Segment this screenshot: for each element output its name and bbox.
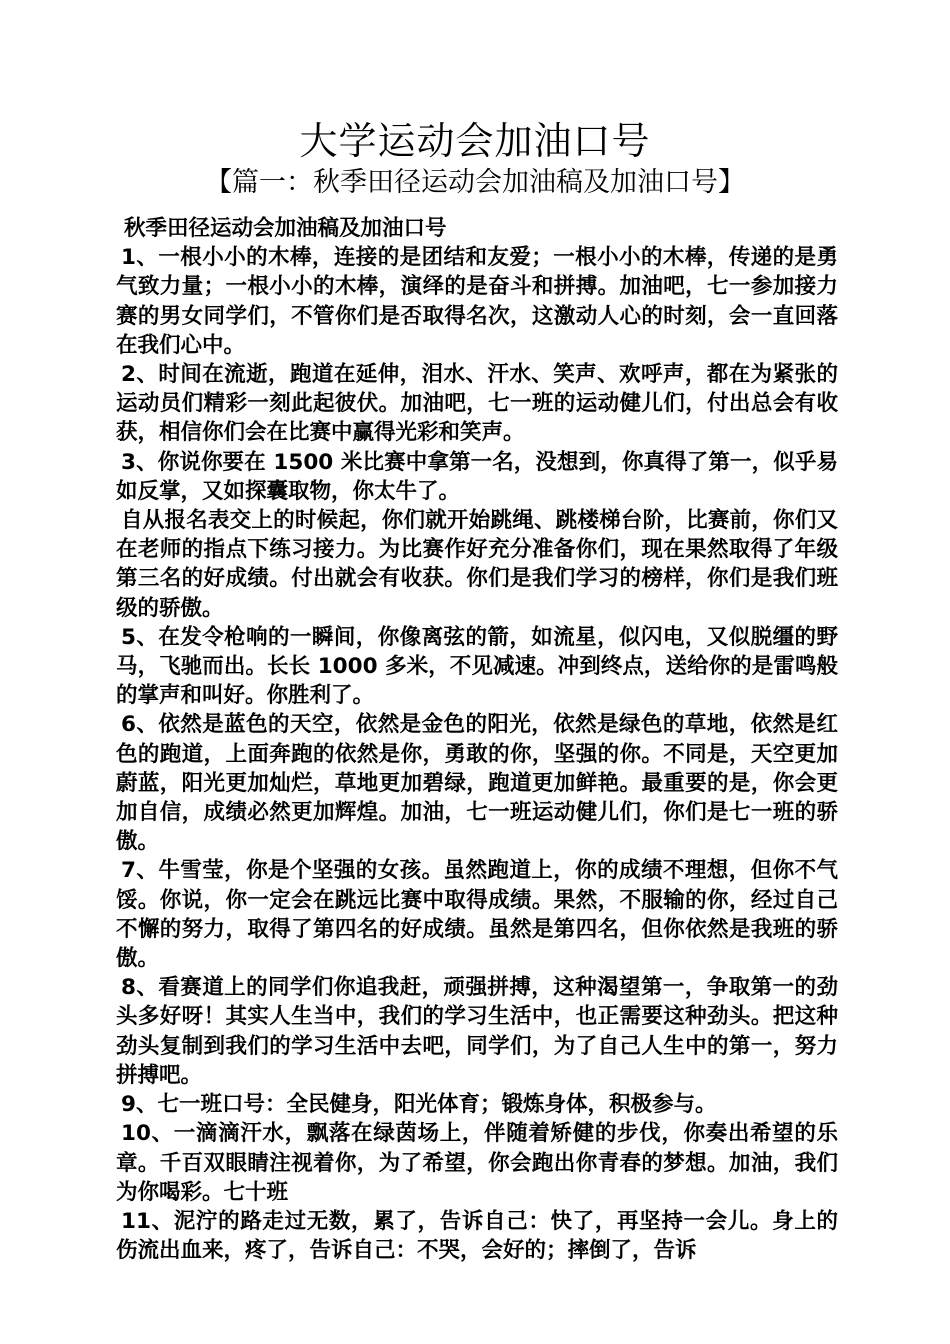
paragraph-7: 7、牛雪莹，你是个坚强的女孩。虽然跑道上，你的成绩不理想，但你不气馁。你说，你一定会在跳远比赛中取得成绩。果然，不服输的你，经过自己不懈的努力，取得了第四名的好成绩。虽然是第四名，但你依然是我班的骄傲。	[116, 858, 838, 972]
paragraph-9: 9、七一班口号：全民健身，阳光体育；锻炼身体，积极参与。	[121, 1092, 717, 1118]
document-body	[116, 214, 838, 1265]
paragraph-4: 自从报名表交上的时候起，你们就开始跳绳、跳楼梯台阶，比赛前，你们又在老师的指点下练习接力。为比赛作好充分准备你们，现在果然取得了年级第三名的好成绩。付出就会有收获。你们是我们学习的榜样，你们是我们班级的骄傲。	[116, 508, 838, 621]
paragraph-10: 10、一滴滴汗水，飘落在绿茵场上，伴随着矫健的步伐，你奏出希望的乐章。千百双眼睛注视着你，为了希望，你会跑出你青春的梦想。加油，我们为你喝彩。七十班	[116, 1121, 838, 1205]
paragraph-2: 2、时间在流逝，跑道在延伸，泪水、汗水、笑声、欢呼声，都在为紧张的运动员们精彩一刻此起彼伏。加油吧，七一班的运动健儿们，付出总会有收获，相信你们会在比赛中赢得光彩和笑声。	[116, 362, 838, 446]
paragraph-11: 11、泥泞的路走过无数，累了，告诉自己：快了，再坚持一会儿。身上的伤流出血来，疼了，告诉自己：不哭，会好的；摔倒了，告诉	[116, 1208, 838, 1264]
paragraph-5: 5、在发令枪响的一瞬间，你像离弦的箭，如流星，似闪电，又似脱缰的野马，飞驰而出。长长 1000 多米，不见减速。冲到终点，送给你的是雷鸣般的掌声和叫好。你胜利了。	[116, 624, 838, 709]
document-subtitle: 【篇一：秋季田径运动会加油稿及加油口号】	[205, 167, 745, 198]
section-heading: 秋季田径运动会加油稿及加油口号	[124, 216, 447, 241]
document-title: 大学运动会加油口号	[299, 119, 651, 163]
paragraph-1: 1、一根小小的木棒，连接的是团结和友爱；一根小小的木棒，传递的是勇气致力量；一根小小的木棒，演绎的是奋斗和拼搏。加油吧，七一参加接力赛的男女同学们，不管你们是否取得名次，这激动人心的时刻，会一直回落在我们心中。	[116, 245, 838, 358]
paragraph-3: 3、你说你要在 1500 米比赛中拿第一名，没想到，你真得了第一，似乎易如反掌，又如探囊取物，你太牛了。	[116, 449, 838, 504]
paragraph-6: 6、依然是蓝色的天空，依然是金色的阳光，依然是绿色的草地，依然是红色的跑道，上面奔跑的依然是你，勇敢的你，坚强的你。不同是，天空更加蔚蓝，阳光更加灿烂，草地更加碧绿，跑道更加鲜艳。最重要的是，你会更加自信，成绩必然更加辉煌。加油，七一班运动健儿们，你们是七一班的骄傲。	[116, 712, 838, 855]
paragraph-8: 8、看赛道上的同学们你追我赶，顽强拼搏，这种渴望第一，争取第一的劲头多好呀！其实人生当中，我们的学习生活中，也正需要这种劲头。把这种劲头复制到我们的学习生活中去吧，同学们，为了自己人生中的第一，努力拼搏吧。	[116, 975, 838, 1088]
